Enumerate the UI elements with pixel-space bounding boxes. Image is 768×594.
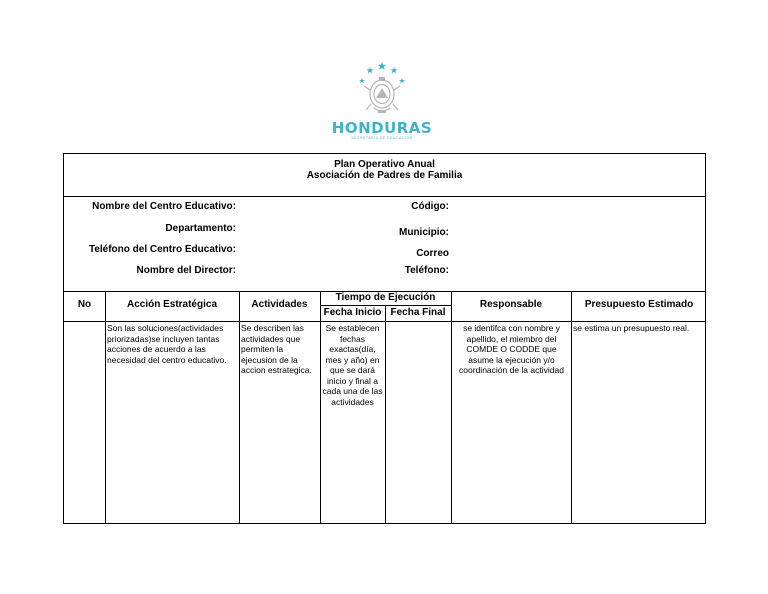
- header-fecha-inicio: Fecha Inicio: [323, 307, 382, 318]
- label-centro-educativo: Nombre del Centro Educativo:: [92, 201, 236, 212]
- logo-subtitle: SECRETARÍA DE EDUCACIÓN: [351, 136, 413, 140]
- cell-responsable: se identifca con nombre y apellido, el miembro del COMDE O CODDE que asume la ejecución y/o coordinación de la actividad: [459, 323, 564, 375]
- label-departamento: Departamento:: [165, 223, 236, 234]
- col-divider-4: [385, 305, 386, 524]
- col-divider-2: [239, 291, 240, 524]
- label-director: Nombre del Director:: [136, 265, 236, 276]
- col-divider-5: [451, 291, 452, 524]
- label-codigo: Código:: [411, 201, 449, 212]
- label-municipio: Municipio:: [399, 227, 449, 238]
- header-no: No: [77, 299, 92, 310]
- cell-presupuesto: se estima un presupuesto real.: [573, 323, 690, 333]
- honduras-logo: [330, 60, 434, 144]
- cell-actividades: Se describen las actividades que permiten la ejecusion de la accion estrategica.: [241, 323, 312, 375]
- coat-of-arms-icon: [352, 60, 412, 118]
- header-tiempo-ejecucion: Tiempo de Ejecución: [335, 292, 436, 303]
- header-presupuesto: Presupuesto Estimado: [584, 299, 694, 310]
- label-correo: Correo: [416, 248, 449, 259]
- tiempo-divider: [321, 305, 452, 306]
- form-title: Plan Operativo Anual: [334, 159, 435, 170]
- label-telefono: Teléfono:: [404, 265, 449, 276]
- cell-accion-estrategica: Son las soluciones(actividades priorizadas)se incluyen tantas acciones de acuerdo a las necesidad del centro educativo.: [107, 323, 227, 365]
- col-divider-1: [105, 291, 106, 524]
- title-divider: [64, 196, 705, 197]
- poa-form: [63, 153, 706, 524]
- header-responsable: Responsable: [479, 299, 543, 310]
- header-accion-estrategica: Acción Estratégica: [126, 299, 218, 310]
- col-divider-6: [571, 291, 572, 524]
- label-telefono-centro: Teléfono del Centro Educativo:: [88, 244, 236, 255]
- logo-brand-text: HONDURAS: [331, 119, 433, 137]
- form-subtitle: Asociación de Padres de Familia: [306, 170, 463, 181]
- header-fecha-final: Fecha Final: [390, 307, 446, 318]
- header-actividades: Actividades: [251, 299, 308, 310]
- cell-fecha-inicio: Se establecen fechas exactas(día, mes y año) en que se dará inicio y final a cada una de las actividades: [322, 323, 383, 407]
